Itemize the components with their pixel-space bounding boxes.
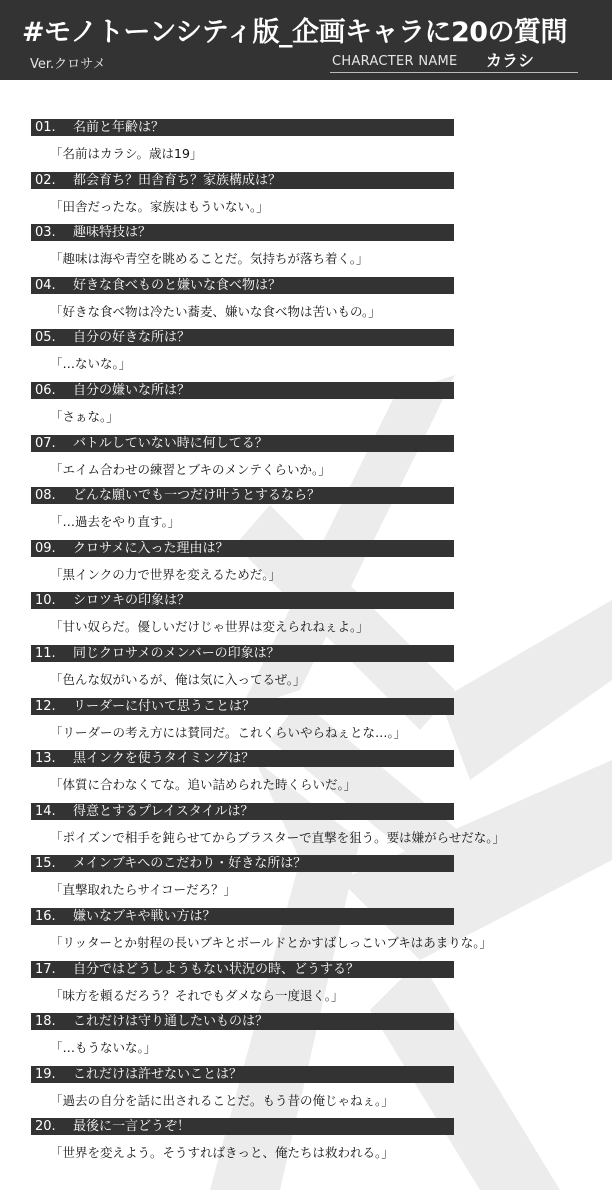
answer-text: 「リッターとか射程の長いブキとボールドとかすばしっこいブキはあまりな。」	[50, 935, 493, 950]
question-text: 最後に一言どうぞ！	[73, 1119, 191, 1134]
answer-text: 「…もうないな。」	[50, 1040, 157, 1055]
answer-text: 「過去の自分を話に出されることだ。もう昔の俺じゃねぇ。」	[50, 1093, 394, 1108]
question-number: 15.	[35, 856, 56, 871]
answer-text: 「味方を頼るだろう？それでもダメなら一度退く。」	[50, 988, 344, 1003]
question-bar	[31, 224, 454, 241]
question-bar	[31, 750, 454, 767]
answer-text: 「好きな食べ物は冷たい蕎麦、嫌いな食べ物は苦いもの。」	[50, 304, 381, 319]
question-text: クロサメに入った理由は？	[73, 541, 229, 556]
question-number: 19.	[35, 1067, 56, 1082]
question-text: 好きな食べものと嫌いな食べ物は？	[73, 278, 282, 293]
answer-text: 「趣味は海や青空を眺めることだ。気持ちが落ち着く。」	[50, 251, 369, 266]
question-number: 01.	[35, 120, 56, 135]
question-bar	[31, 803, 454, 820]
question-text: メインブキへのこだわり・好きな所は？	[73, 856, 307, 871]
question-text: これだけは許せないことは？	[73, 1067, 243, 1082]
question-number: 18.	[35, 1014, 56, 1029]
question-bar	[31, 645, 454, 662]
question-number: 16.	[35, 909, 56, 924]
answer-text: 「…過去をやり直す。」	[50, 514, 181, 529]
question-bar	[31, 277, 454, 294]
question-number: 05.	[35, 330, 56, 345]
question-number: 09.	[35, 541, 56, 556]
question-number: 08.	[35, 488, 56, 503]
question-number: 03.	[35, 225, 56, 240]
question-text: シロツキの印象は？	[73, 593, 191, 608]
answer-text: 「田舎だったな。家族はもういない。」	[50, 199, 269, 214]
question-bar	[31, 1118, 454, 1135]
character-name-value: カラシ	[486, 51, 535, 70]
character-name-label: CHARACTER NAME	[332, 54, 458, 69]
answer-text: 「体質に合わなくてな。追い詰められた時くらいだ。」	[50, 777, 357, 792]
question-text: 嫌いなブキや戦い方は？	[73, 909, 216, 924]
question-number: 12.	[35, 699, 56, 714]
answer-text: 「…ないな。」	[50, 356, 132, 371]
question-number: 07.	[35, 436, 56, 451]
question-text: 黒インクを使うタイミングは？	[73, 751, 255, 766]
question-number: 20.	[35, 1119, 56, 1134]
question-text: 得意とするプレイスタイルは？	[73, 804, 254, 819]
answer-text: 「世界を変えよう。そうすればきっと、俺たちは救われる。」	[50, 1145, 394, 1160]
version-label: Ver.クロサメ	[30, 57, 106, 72]
answer-text: 「ポイズンで相手を鈍らせてからブラスターで直撃を狙う。要は嫌がらせだな。」	[50, 830, 506, 845]
question-bar	[31, 329, 454, 346]
question-text: どんな願いでも一つだけ叶うとするなら？	[73, 488, 321, 503]
question-number: 02.	[35, 173, 56, 188]
question-text: 自分の好きな所は？	[73, 330, 191, 345]
question-text: 都会育ち？田舎育ち？家族構成は？	[73, 173, 282, 188]
answer-text: 「色んな奴がいるが、俺は気に入ってるぜ。」	[50, 672, 306, 687]
question-text: 同じクロサメのメンバーの印象は？	[73, 646, 280, 661]
question-bar	[31, 961, 454, 978]
page-title: #モノトーンシティ版_企画キャラに20の質問	[22, 17, 568, 48]
question-bar	[31, 1066, 454, 1083]
question-bar	[31, 172, 454, 189]
answer-text: 「甘い奴らだ。優しいだけじゃ世界は変えられねぇよ。」	[50, 619, 369, 634]
question-text: 趣味特技は？	[73, 225, 152, 240]
question-text: 自分ではどうしようもない状況の時、どうする？	[73, 962, 360, 977]
question-text: 自分の嫌いな所は？	[73, 383, 191, 398]
answer-text: 「さぁな。」	[50, 409, 119, 424]
question-number: 14.	[35, 804, 56, 819]
question-bar	[31, 540, 454, 557]
question-bar	[31, 1013, 454, 1030]
question-number: 10.	[35, 593, 56, 608]
question-number: 06.	[35, 383, 56, 398]
answer-text: 「エイム合わせの練習とブキのメンテくらいか。」	[50, 462, 331, 477]
question-text: これだけは守り通したいものは？	[73, 1014, 269, 1029]
question-bar	[31, 487, 454, 504]
question-text: 名前と年齢は？	[73, 120, 165, 135]
question-number: 13.	[35, 751, 56, 766]
answer-text: 「リーダーの考え方には賛同だ。これくらいやらねぇとな…。」	[50, 725, 407, 740]
question-text: バトルしていない時に何してる？	[73, 436, 268, 451]
question-bar	[31, 592, 454, 609]
answer-text: 「黒インクの力で世界を変えるためだ。」	[50, 567, 282, 582]
question-bar	[31, 855, 454, 872]
answer-text: 「直撃取れたらサイコーだろ？」	[50, 882, 237, 897]
question-number: 04.	[35, 278, 56, 293]
question-number: 11.	[35, 646, 56, 661]
question-text: リーダーに付いて思うことは？	[73, 699, 256, 714]
question-bar	[31, 382, 454, 399]
question-number: 17.	[35, 962, 56, 977]
question-bar	[31, 698, 454, 715]
question-bar	[31, 908, 454, 925]
answer-text: 「名前はカラシ。歳は19」	[50, 146, 203, 161]
question-bar	[31, 119, 454, 136]
question-bar	[31, 435, 454, 452]
